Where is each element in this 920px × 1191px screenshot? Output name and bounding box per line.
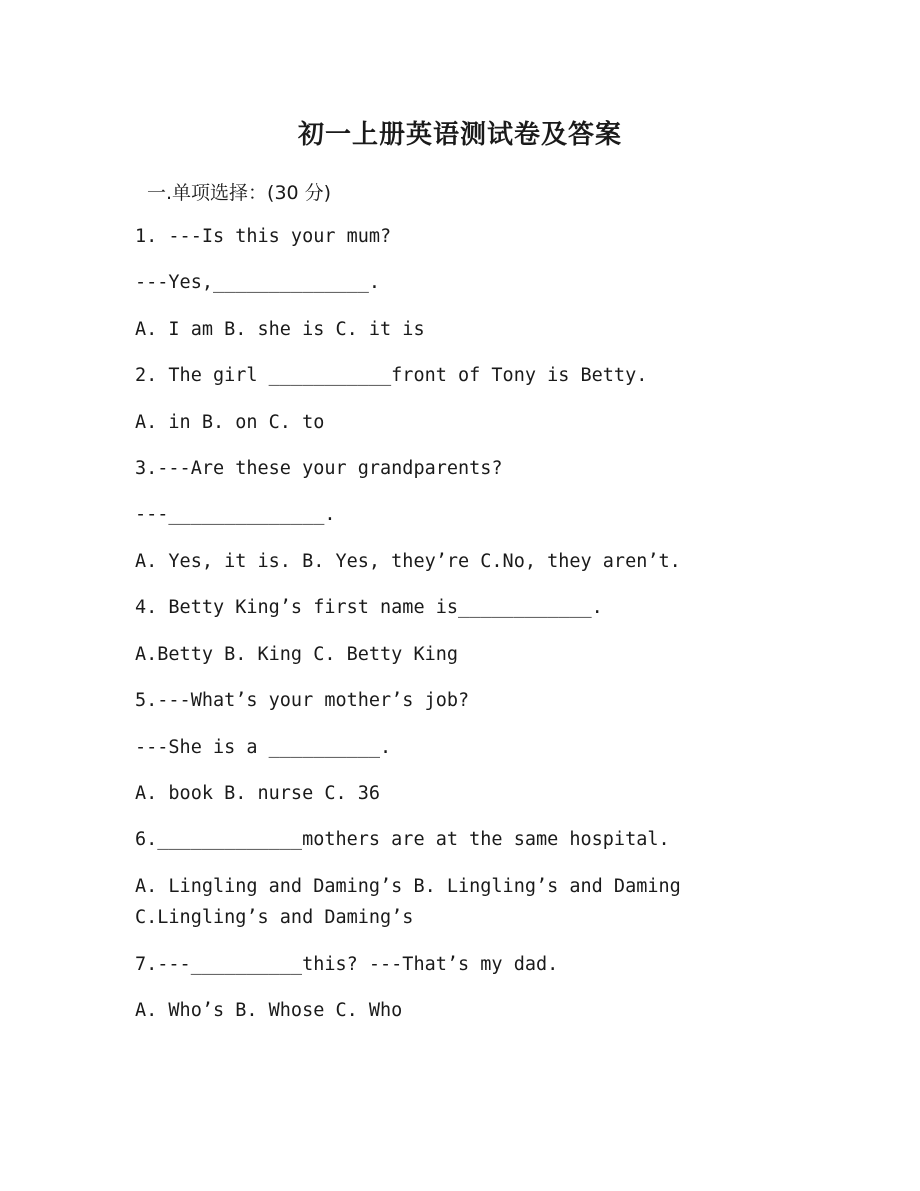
question-6: 6._____________mothers are at the same hospital. — [135, 829, 670, 850]
question-2: 2. The girl ___________front of Tony is Betty. — [135, 365, 648, 386]
question-3: 3.---Are these your grandparents? — [135, 458, 503, 479]
question-5: 5.---What’s your mother’s job? — [135, 690, 470, 711]
question-4-options: A.Betty B. King C. Betty King — [135, 644, 459, 665]
question-7-options: A. Who’s B. Whose C. Who — [135, 1000, 403, 1021]
page-title: 初一上册英语测试卷及答案 — [297, 120, 622, 150]
question-1: 1. ---Is this your mum? — [135, 226, 392, 247]
question-3-answer-line: ---______________. — [135, 504, 336, 525]
question-6-options: A. Lingling and Daming’s B. Lingling’s and Daming — [135, 876, 681, 897]
section-heading: 一.单项选择：(30 分) — [147, 182, 332, 204]
question-2-options: A. in B. on C. to — [135, 412, 325, 433]
question-7: 7.---__________this? ---That’s my dad. — [135, 954, 559, 975]
question-6-options-continued: C.Lingling’s and Daming’s — [135, 907, 414, 928]
question-1-answer-line: ---Yes,______________. — [135, 272, 381, 293]
question-5-answer-line: ---She is a __________. — [135, 737, 392, 758]
question-4: 4. Betty King’s first name is____________. — [135, 597, 603, 618]
question-3-options: A. Yes, it is. B. Yes, they’re C.No, they aren’t. — [135, 551, 681, 572]
question-5-options: A. book B. nurse C. 36 — [135, 783, 381, 804]
question-1-options: A. I am B. she is C. it is — [135, 319, 425, 340]
